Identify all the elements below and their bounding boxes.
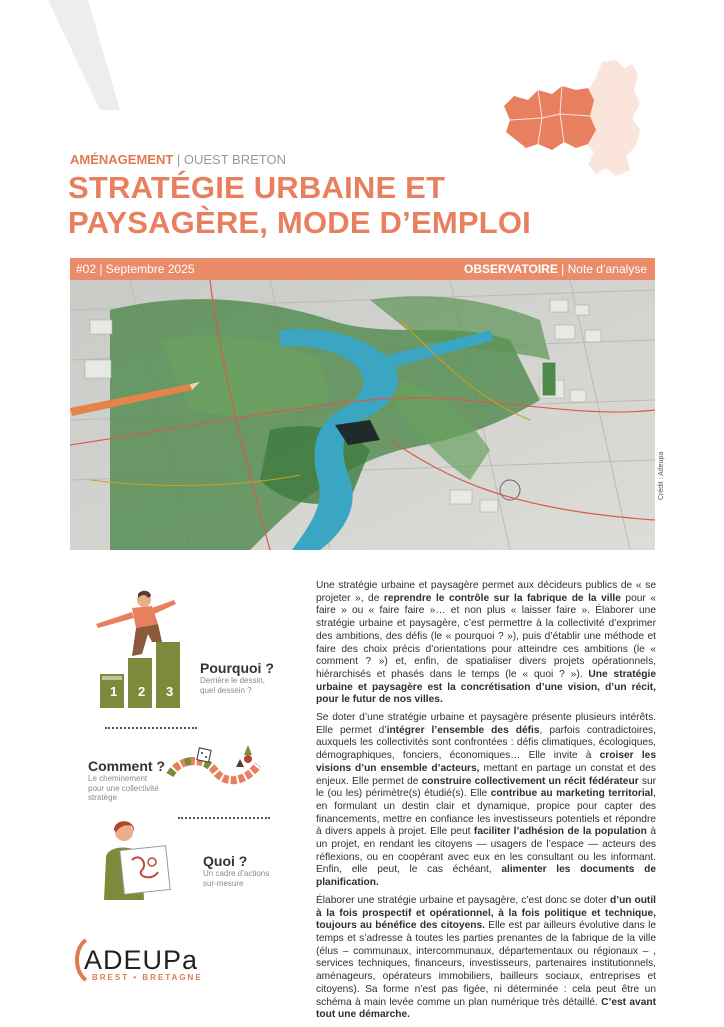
p2-bold-j: faciliter l’adhésion de la population [473,826,647,838]
article-body [316,580,656,1027]
p2-text-e: mettant en partage un constat et des enjeux. Elle permet de [316,762,656,787]
p2-bold-f: construire collectivement un récit fédérateur [421,775,639,787]
p2-text-k: à un projet, en rendant les citoyens — usagers de l’espace — acteurs des réflexions, ou en coopérant avec eux en les consultant ou les informant. Enfin, elle peut, le cas échéant, [316,826,656,876]
quoi-title: Quoi ? [203,853,248,869]
p3-bold-b: d’un outil à la fois prospectif et opérationnel, à la fois politique et technique, toujours au bénéfice des citoyens. [316,894,656,932]
divider-1 [105,727,197,729]
p1-bold-b: reprendre le contrôle sur la fabrique de la ville [383,592,621,604]
title-line-2: PAYSAGÈRE, MODE D’EMPLOI [68,205,531,240]
quoi-subtitle: Un cadre d’actions sur-mesure [203,869,270,888]
p2-bold-b: intégrer l’ensemble des défis [386,724,540,736]
logo-name: ADEUPa [84,945,199,975]
section-type: | Note d’analyse [557,262,647,276]
issue-number: #02 | Septembre 2025 [76,262,195,276]
board-game-illustration [160,745,270,795]
p2-text-c: , parfois contradictoires, auxquels les collectivités sont confrontées : défis climatiques, écologiques, démographiques, fonciers, économiques… Elle invite à [316,724,656,762]
section-label [464,262,647,276]
step-3: 3 [166,684,174,699]
p3-text-a: Élaborer une stratégie urbaine et paysagère, c’est donc se doter [316,894,611,906]
comment-subtitle: Le cheminement pour une collectivité stratège [88,774,159,802]
corner-decoration [0,0,130,120]
person-with-map-illustration [92,818,192,900]
cover-photo [70,280,655,550]
brittany-map [498,60,648,180]
p1-bold-d: Une stratégie urbaine et paysagère est la concrétisation d’une vision, d’un récit, pour le futur de nos villes. [316,668,657,706]
paragraph-3 [316,895,656,1022]
p2-text-i: , en formulant un destin clair et dynamique, propice pour capter des financements, mettre en confiance les investisseurs potentiels et répondre à divers appels à projet. Elle peut [316,788,656,838]
section-name: OBSERVATOIRE [464,262,558,276]
pourquoi-subtitle: Derrière le dessin, quel dessein ? [200,676,265,695]
comment-title: Comment ? [88,758,165,774]
step-1: 1 [110,684,118,699]
p3-bold-d: C’est avant tout une démarche. [316,996,656,1021]
kicker [70,152,286,167]
p3-text-c: Elle est par ailleurs évolutive dans le temps et s’adresse à toutes les parties prenantes de la fabrique de la ville (élus – communaux, intercommunaux, départementaux ou régionaux – , services techniques, financeurs, investisseurs, partenaires institutionnels, aménageurs, opérateurs immobiliers, bailleurs sociaux, entreprises et citoyens). Sa forme n’est pas figée, ni déterminée : cela peut être un schéma à main levée comme un plan numérique très détaillé. [316,920,656,1008]
p2-bold-l: alimenter les documents de planification. [316,864,656,889]
p1-text-a: Une stratégie urbaine et paysagère permet aux décideurs publics de « se projeter », de [316,580,656,604]
urban-model-image [70,280,655,550]
kicker-area: | OUEST BRETON [173,152,286,167]
pourquoi-title: Pourquoi ? [200,660,274,676]
paragraph-1 [316,580,656,707]
p2-text-a: Se doter d’une stratégie urbaine et paysagère présente plusieurs intérêts. Elle permet d’ [316,712,656,736]
page-title [68,170,628,240]
title-line-1: STRATÉGIE URBAINE ET [68,170,446,205]
p2-bold-d: croiser les visions d’un ensemble d’acteurs, [316,750,656,774]
logo-location: BREST • BRETAGNE [92,973,203,982]
photo-credit: Crédit : Adeupa [658,451,665,500]
p2-bold-h: contribue au marketing territorial [490,788,654,800]
p2-text-g: sur le (ou les) périmètre(s) étudié(s). Elle [316,775,656,800]
p1-text-c: pour « faire » ou « faire faire »… et non plus « laisser faire ». Élaborer une stratégie urbaine et paysagère, c’est permettre à la collectivité d’exprimer des ambitions, des défis (le « pourquoi ? »), puis d’établir une méthode et faire des choix précis d’orientations pour atteindre ces ambitions (le « comment ? ») et, enfin, de spatialiser divers projets opérationnels, hiérarchisés et phasés dans le temps (le « quoi ? »). [316,592,656,680]
step-2: 2 [138,684,146,699]
kicker-theme: AMÉNAGEMENT [70,152,174,167]
paragraph-2 [316,712,656,890]
issue-band [70,258,655,280]
